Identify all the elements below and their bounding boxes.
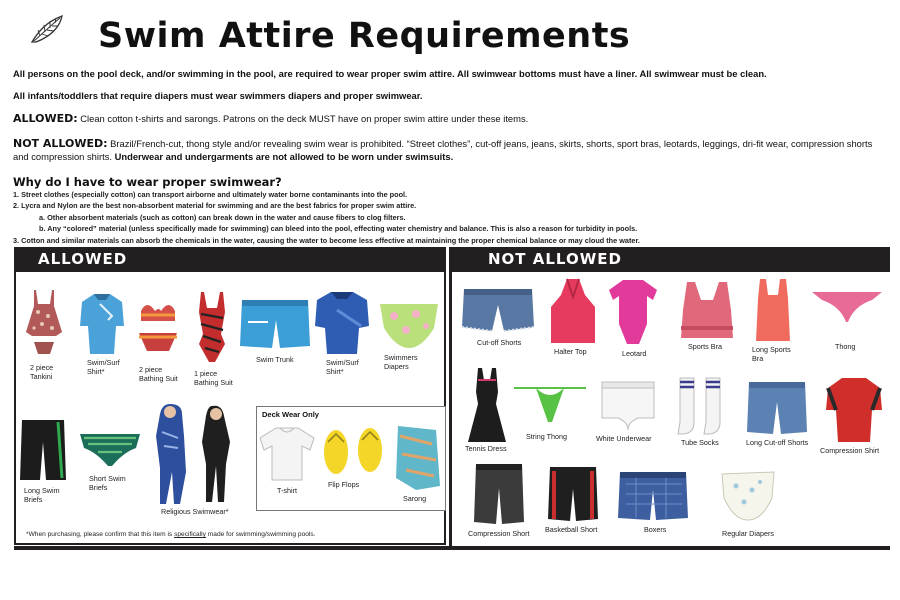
boxers-caption: Boxers	[644, 525, 667, 534]
purchase-note	[26, 531, 316, 538]
tankini-image	[20, 288, 68, 360]
flip-flops-caption: Flip Flops	[328, 480, 360, 489]
bikini-caption: 2 piece Bathing Suit	[139, 365, 178, 383]
religious-swimwear-image	[150, 402, 240, 506]
purchase-note-text: *When purchasing, please confirm that this item is	[26, 531, 175, 538]
tennis-dress-caption: Tennis Dress	[465, 444, 507, 453]
flip-flops-image	[318, 426, 390, 478]
compression-shirt-caption: Compression Shirt	[820, 446, 880, 455]
string-thong-image	[510, 382, 590, 428]
swim-diaper-image	[376, 300, 442, 350]
allowed-paragraph	[13, 112, 886, 125]
one-piece-suit-image	[191, 290, 233, 366]
regular-diapers-image	[718, 468, 778, 524]
reason-item: 1. Street clothes (especially cotton) can transport airborne and ultimately water borne contaminants into the pool.	[13, 190, 408, 199]
bottom-rule	[452, 546, 890, 550]
allowed-header-bar	[14, 247, 446, 272]
long-cutoff-shorts-image	[745, 380, 809, 436]
sarong-caption: Sarong	[403, 494, 427, 503]
thong-caption: Thong	[835, 342, 856, 351]
string-thong-caption: String Thong	[526, 432, 568, 441]
reason-item: 2. Lycra and Nylon are the best non-absorbent material for swimming and are the best fabrics for proper swim attire.	[13, 201, 417, 211]
short-swim-briefs-image	[78, 430, 142, 470]
compression-short-caption: Compression Short	[468, 529, 530, 538]
deck-wear-title: Deck Wear Only	[262, 410, 319, 419]
halter-top-caption: Halter Top	[554, 347, 587, 356]
white-underwear-image	[598, 378, 658, 432]
regular-diapers-caption: Regular Diapers	[722, 529, 774, 538]
long-cutoff-shorts-caption: Long Cut-off Shorts	[746, 438, 809, 447]
why-heading: Why do I have to wear proper swimwear?	[13, 175, 282, 189]
tube-socks-image	[674, 376, 730, 436]
reasons-list	[13, 189, 886, 246]
not-allowed-paragraph	[13, 137, 886, 163]
not-allowed-label: NOT ALLOWED:	[13, 137, 108, 150]
sports-bra-caption: Sports Bra	[688, 342, 722, 351]
intro-general-rule: All persons on the pool deck, and/or swimming in the pool, are required to wear proper swim attire. All swimwear bottoms must have a liner. All swimwear must be clean.	[13, 68, 767, 79]
long-sports-bra-image	[752, 277, 794, 343]
boxers-image	[616, 470, 690, 522]
basketball-short-caption: Basketball Short	[545, 525, 598, 534]
tankini-caption: 2 piece Tankini	[30, 363, 54, 381]
one-piece-suit-caption: 1 piece Bathing Suit	[194, 369, 233, 387]
sports-bra-image	[677, 280, 737, 340]
swim-trunk-caption: Swim Trunk	[256, 355, 294, 364]
thong-image	[810, 288, 884, 324]
swim-trunk-image	[238, 296, 312, 352]
tshirt-image	[258, 424, 316, 482]
not-allowed-emphasis: Underwear and undergarments are not allowed to be worn under swimsuits.	[114, 151, 454, 162]
leotard-caption: Leotard	[622, 349, 647, 358]
not-allowed-text: Brazil/French-cut, thong style and/or revealing swim wear is prohibited. “Street clothes”, cut-off jeans, jeans, skirts, shorts, sport bras, leotards, leggings, dri-fit wear, compression shorts and compression shirts.	[13, 138, 873, 162]
not-allowed-heading: NOT ALLOWED	[488, 250, 622, 268]
cutoff-shorts-image	[460, 287, 536, 335]
swim-shirt-image	[78, 292, 126, 356]
reason-subitem: b. Any “colored” material (unless specifically made for swimming) can bleed into the pool, effecting water chemistry and balance. This is also a reason for turbidity in pools.	[39, 224, 638, 234]
purchase-note-emphasis: specifically	[174, 531, 206, 538]
halter-top-image	[545, 277, 601, 345]
allowed-heading: ALLOWED	[38, 250, 128, 268]
compression-short-image	[470, 462, 528, 526]
allowed-text: Clean cotton t-shirts and sarongs. Patrons on the deck MUST have on proper swim attire under these items.	[77, 113, 529, 124]
basketball-short-image	[546, 465, 600, 523]
bikini-image	[133, 293, 183, 363]
page-title: Swim Attire Requirements	[98, 16, 631, 56]
white-underwear-caption: White Underwear	[596, 434, 652, 443]
short-swim-briefs-caption: Short Swim Briefs	[89, 474, 126, 492]
reason-subitem: a. Other absorbent materials (such as cotton) can break down in the water and cause fibers to clog filters.	[39, 212, 406, 222]
intro-diaper-rule: All infants/toddlers that require diapers must wear swimmers diapers and proper swimwear.	[13, 90, 423, 101]
tube-socks-caption: Tube Socks	[681, 438, 719, 447]
cutoff-shorts-caption: Cut-off Shorts	[477, 338, 522, 347]
tshirt-caption: T-shirt	[277, 486, 297, 495]
bottom-rule	[14, 546, 452, 550]
swim-shirt-caption: Swim/Surf Shirt*	[326, 358, 359, 376]
leaf-logo-icon	[28, 12, 68, 46]
swim-diaper-caption: Swimmers Diapers	[384, 353, 418, 371]
compression-shirt-image	[824, 376, 884, 444]
swim-shirt-image	[313, 290, 371, 356]
long-swim-briefs-image	[18, 418, 68, 482]
reason-item: 3. Cotton and similar materials can absorb the chemicals in the water, causing the water to become less effective at maintaining the proper chemical balance or may cloud the water.	[13, 235, 640, 245]
panel-divider	[449, 247, 452, 550]
allowed-label: ALLOWED:	[13, 112, 78, 125]
not-allowed-header-bar	[452, 247, 890, 272]
long-sports-bra-caption: Long Sports Bra	[752, 345, 791, 363]
purchase-note-text: made for swimming/swimming pools.	[205, 531, 316, 538]
leotard-image	[605, 278, 661, 348]
religious-swimwear-caption: Religious Swimwear*	[161, 507, 229, 516]
sarong-image	[392, 424, 442, 492]
tennis-dress-image	[466, 366, 508, 444]
long-swim-briefs-caption: Long Swim Briefs	[24, 486, 60, 504]
swim-shirt-caption: Swim/Surf Shirt*	[87, 358, 120, 376]
